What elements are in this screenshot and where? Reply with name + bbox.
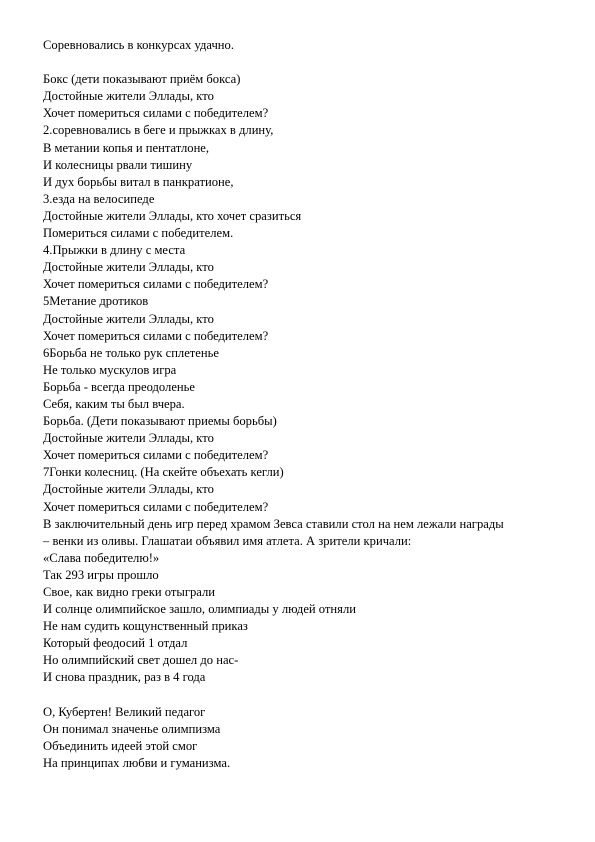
text-line: Не нам судить кощунственный приказ (43, 619, 248, 634)
text-line: Борьба - всегда преодоленье (43, 379, 195, 394)
text-line: 7Гонки колесниц. (На скейте объехать кегли) (43, 465, 284, 480)
text-line: И снова праздник, раз в 4 года (43, 670, 206, 685)
text-line: В заключительный день игр перед храмом Зевса ставили стол на нем лежали награды (43, 516, 504, 531)
text-line: «Слава победителю!» (43, 550, 160, 565)
text-line: И дух борьбы витал в панкратионе, (43, 174, 234, 189)
blank-line (43, 54, 573, 71)
blank-line (43, 687, 573, 704)
text-line: 2.соревновались в беге и прыжках в длину, (43, 123, 274, 138)
text-line: Хочет помериться силами с победителем? (43, 106, 269, 121)
text-line: Хочет помериться силами с победителем? (43, 328, 269, 343)
text-line: Достойные жители Эллады, кто (43, 431, 214, 446)
text-line: Хочет помериться силами с победителем? (43, 277, 269, 292)
text-line: На принципах любви и гуманизма. (43, 755, 231, 770)
text-line: Свое, как видно греки отыграли (43, 585, 216, 599)
text-line: Не только мускулов игра (43, 362, 177, 377)
text-line: 5Метание дротиков (43, 294, 149, 309)
text-line: Достойные жители Эллады, кто хочет сразиться (43, 208, 302, 223)
text-line: В метании копья и пентатлоне, (43, 140, 210, 155)
text-line: Борьба. (Дети показывают приемы борьбы) (43, 414, 277, 429)
text-line: Помериться силами с победителем. (43, 226, 234, 241)
text-line: 6Борьба не только рук сплетенье (43, 345, 219, 360)
document-text (43, 37, 573, 772)
text-line: Бокс (дети показывают приём бокса) (43, 72, 241, 87)
text-line: Который феодосий 1 отдал (43, 636, 188, 651)
text-line: О, Кубертен! Великий педагог (43, 704, 206, 719)
text-line: 4.Прыжки в длину с места (43, 243, 186, 258)
text-line: 3.езда на велосипеде (43, 191, 155, 206)
text-line: – венки из оливы. Глашатаи объявил имя атлета. А зрители кричали: (43, 533, 412, 548)
text-line: Достойные жители Эллады, кто (43, 89, 214, 104)
text-line: Он понимал значенье олимпизма (43, 721, 221, 736)
text-line: Достойные жители Эллады, кто (43, 260, 214, 275)
text-line: Объединить идеей этой смог (43, 738, 198, 753)
text-line: Достойные жители Эллады, кто (43, 482, 214, 497)
text-line: Себя, каким ты был вчера. (43, 396, 185, 411)
text-line: Соревновались в конкурсах удачно. (43, 38, 234, 52)
text-line: И колесницы рвали тишину (43, 157, 193, 172)
text-line: Хочет помериться силами с победителем? (43, 499, 269, 514)
text-line: Достойные жители Эллады, кто (43, 311, 214, 326)
text-line: Хочет помериться силами с победителем? (43, 448, 269, 463)
text-line: Так 293 игры прошло (43, 567, 159, 582)
text-line: Но олимпийский свет дошел до нас- (43, 653, 239, 668)
text-line: И солнце олимпийское зашло, олимпиады у людей отняли (43, 602, 356, 617)
